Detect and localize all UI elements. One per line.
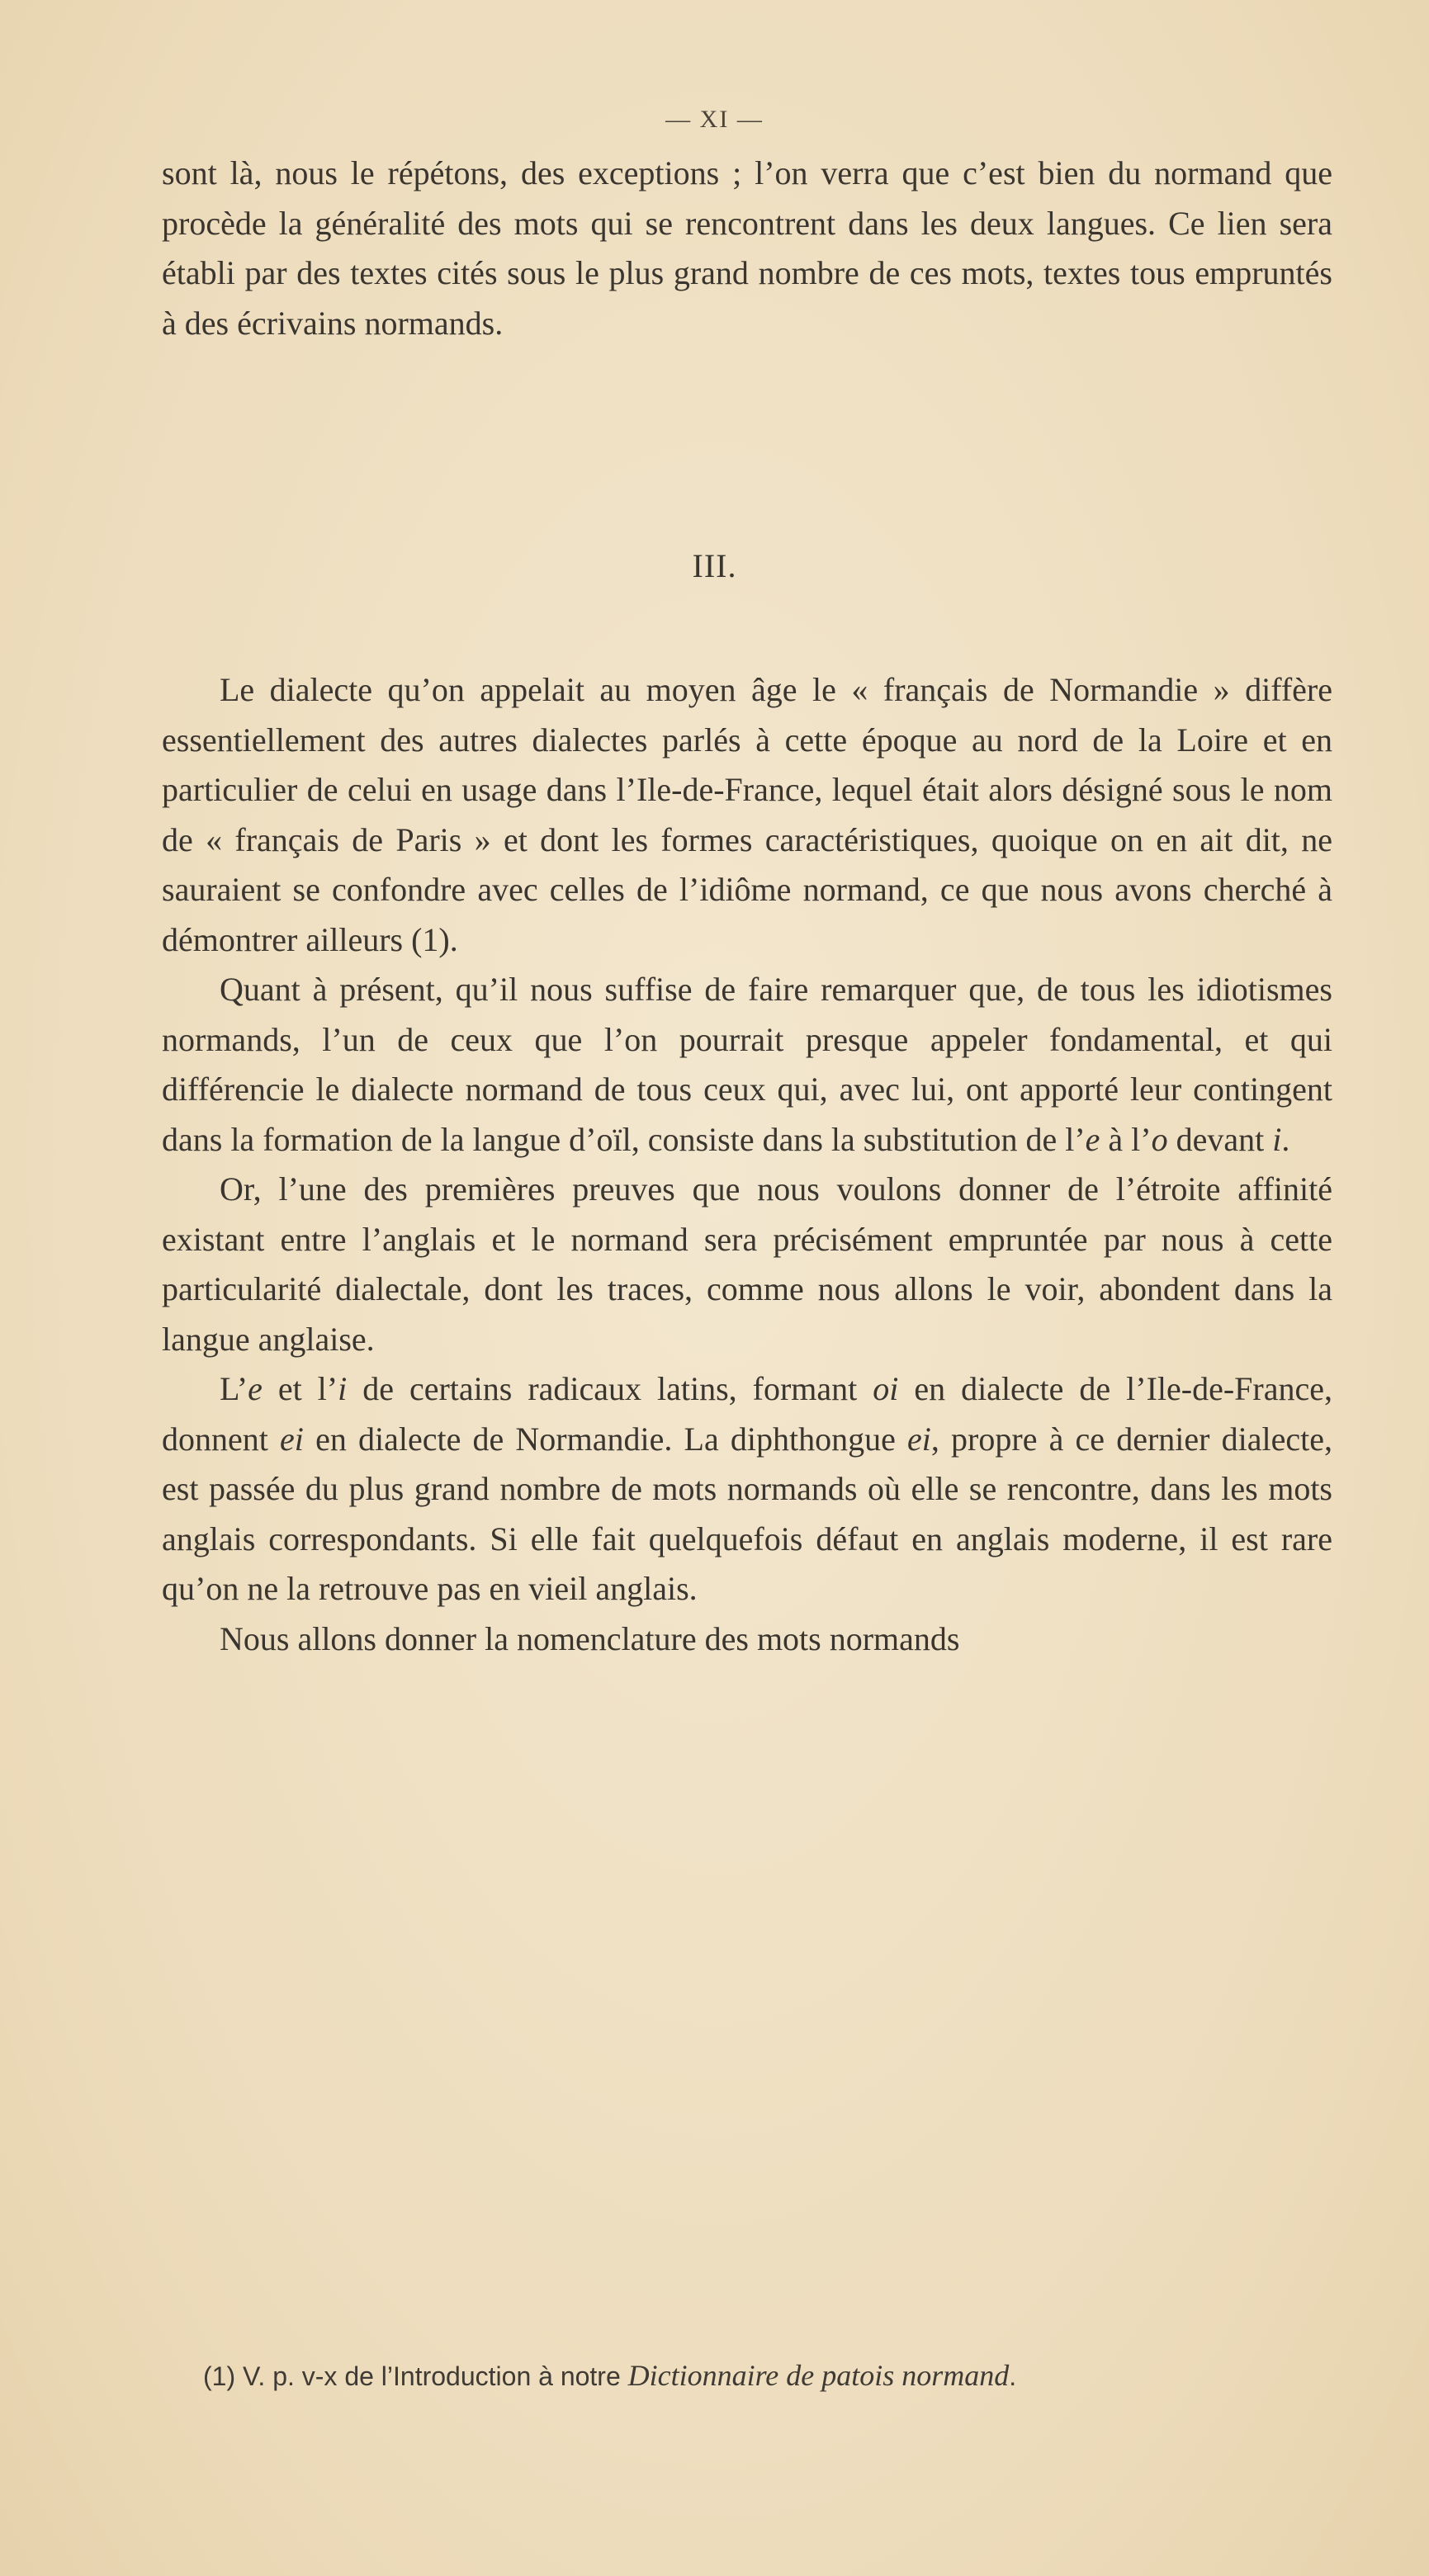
paragraph-2-end: . [1281,1120,1290,1158]
paragraph-2-mid: à l’ [1100,1120,1152,1158]
italic-e: e [1085,1120,1100,1158]
italic-o: o [1151,1120,1168,1158]
opening-paragraph: sont là, nous le répétons, des exceptions ; l’on verra que c’est bien du normand que procède la généralité des mots qui se rencontrent dans les deux langues. Ce lien sera établi par des textes cités sous le plus grand nombre de ces mots, textes tous empruntés à des écrivains normands. [162,154,1332,342]
paragraph-4-mid2: en dialecte de l’Ile-de-France, donnent [162,1370,1332,1458]
footnote [162,2356,1332,2395]
page-header: — XI — [665,106,764,133]
italic-ei-2: ei [907,1420,931,1458]
italic-i-2: i [338,1370,348,1407]
section-heading: III. [692,547,737,584]
paragraph-1: Le dialecte qu’on appelait au moyen âge le « français de Normandie » diffère essentiellement des autres dialectes parlés à cette époque au nord de la Loire et en particulier de celui en usage dans l’Ile-de-France, lequel était alors désigné sous le nom de « français de Paris » et dont les formes caractéristiques, quoique on en ait dit, ne sauraient se confondre avec celles de l’idiôme normand, ce que nous avons cherché à démontrer ailleurs (1). [162,671,1332,958]
paragraph-2-devant: devant [1167,1120,1273,1158]
paragraph-3: Or, l’une des premières preuves que nous voulons donner de l’étroite affinité existant entre l’anglais et le normand sera précisément empruntée par nous à cette particularité dialectale, dont les traces, comme nous allons le voir, abondent dans la langue anglaise. [162,1170,1332,1358]
footnote-title: Dictionnaire de patois normand [627,2359,1010,2392]
italic-e-2: e [248,1370,263,1407]
paragraph-2-text: Quant à présent, qu’il nous suffise de faire remarquer que, de tous les idiotismes normands, l’un de ceux que l’on pourrait presque appeler fondamental, et qui différencie le dialecte normand de tous ceux qui, avec lui, ont apporté leur contingent dans la formation de la langue d’oïl, consiste dans la substitution de l’ [162,971,1332,1158]
opening-paragraph-block [162,149,1332,348]
footnote-text: (1) V. p. v-x de l’Introduction à notre [203,2361,628,2391]
footnote-end: . [1009,2361,1017,2391]
paragraph-4-start: L’ [220,1370,248,1407]
body-text [162,665,1332,1664]
paragraph-2 [162,965,1332,1165]
italic-ei: ei [280,1420,304,1458]
paragraph-4-end: , propre à ce dernier dialecte, est passée du plus grand nombre de mots normands où elle se rencontre, dans les mots anglais correspondants. Si elle fait quelquefois défaut en anglais moderne, il est rare qu’on ne la retrouve pas en vieil anglais. [162,1420,1332,1607]
italic-oi: oi [873,1370,899,1407]
paragraph-4-et: et l’ [262,1370,338,1407]
paragraph-5: Nous allons donner la nomenclature des mots normands [220,1619,960,1657]
paragraph-4-mid3: en dialecte de Normandie. La diphthongue [303,1420,908,1458]
italic-i: i [1272,1120,1282,1158]
paragraph-4 [162,1364,1332,1614]
paragraph-4-mid: de certains radicaux latins, formant [347,1370,873,1407]
